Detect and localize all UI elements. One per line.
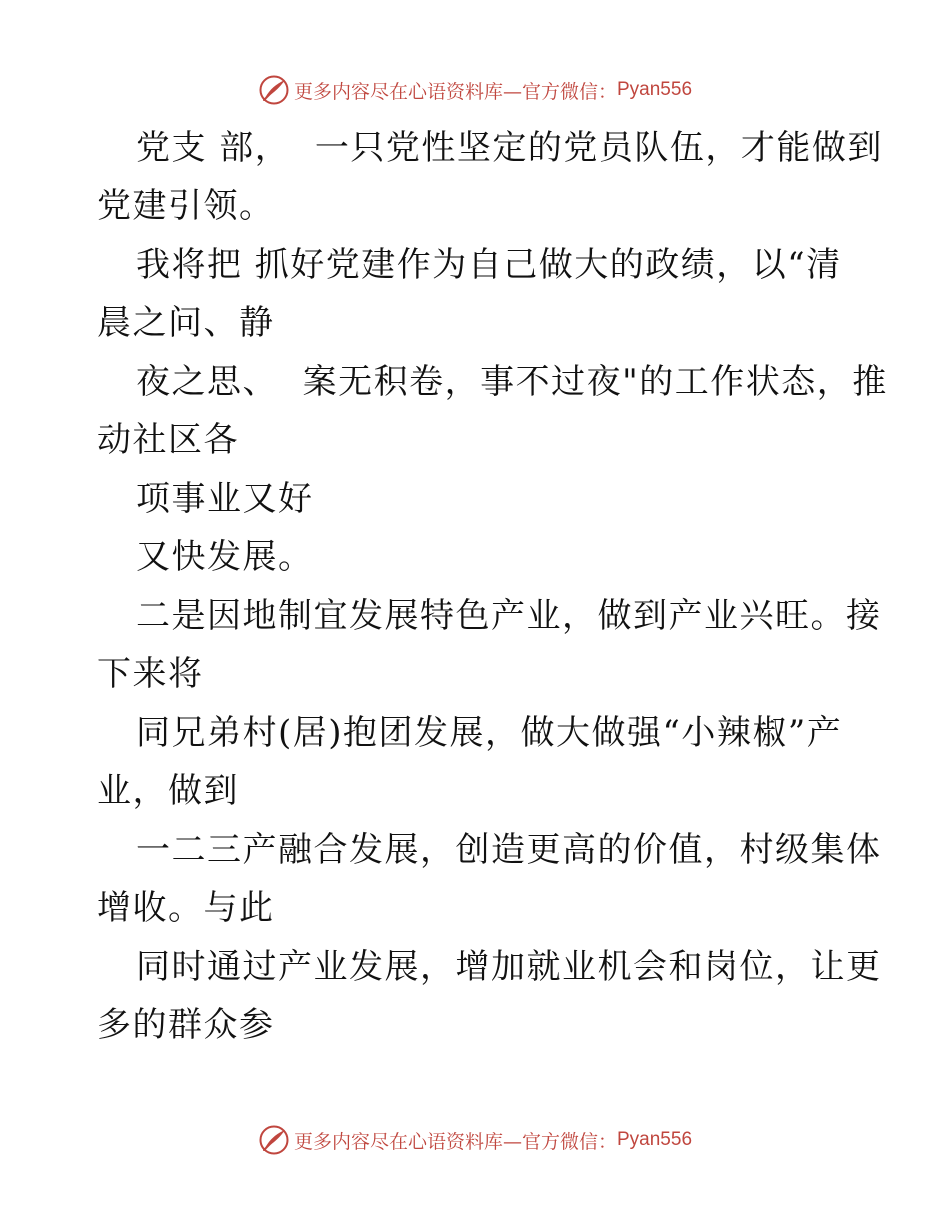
text-line: 业，做到 xyxy=(97,771,239,811)
text-line: 党支 部， 一只党性坚定的党员队伍，才能做到 xyxy=(136,128,883,168)
text-line: 又快发展。 xyxy=(136,537,314,577)
text-line: 下来将 xyxy=(97,654,204,694)
text-line: 晨之问、静 xyxy=(97,303,275,343)
text-line: 同兄弟村(居)抱团发展，做大做强“小辣椒”产 xyxy=(136,713,843,753)
feather-pen-logo-icon xyxy=(258,1124,290,1156)
text-line: 多的群众参 xyxy=(97,1005,275,1045)
wechat-id: Pyan556 xyxy=(617,1129,693,1150)
wechat-id: Pyan556 xyxy=(617,79,693,100)
banner-text: 更多内容尽在心语资料库—官方微信： xyxy=(293,1130,617,1153)
text-line: 二是因地制宜发展特色产业，做到产业兴旺。接 xyxy=(136,596,882,636)
text-line: 项事业又好 xyxy=(136,479,314,519)
text-line: 动社区各 xyxy=(97,420,239,460)
text-line: 我将把 抓好党建作为自己做大的政绩，以“清 xyxy=(136,245,842,285)
footer-banner xyxy=(0,1120,950,1160)
text-line: 增收。与此 xyxy=(97,888,275,928)
banner-text: 更多内容尽在心语资料库—官方微信： xyxy=(293,80,617,103)
header-banner xyxy=(0,70,950,110)
text-line: 夜之思、 案无积卷，事不过夜"的工作状态，推 xyxy=(136,362,888,402)
feather-pen-logo-icon xyxy=(258,74,290,106)
text-line: 同时通过产业发展，增加就业机会和岗位，让更 xyxy=(136,947,882,987)
text-line: 党建引领。 xyxy=(97,186,275,226)
text-line: 一二三产融合发展，创造更高的价值，村级集体 xyxy=(136,830,882,870)
